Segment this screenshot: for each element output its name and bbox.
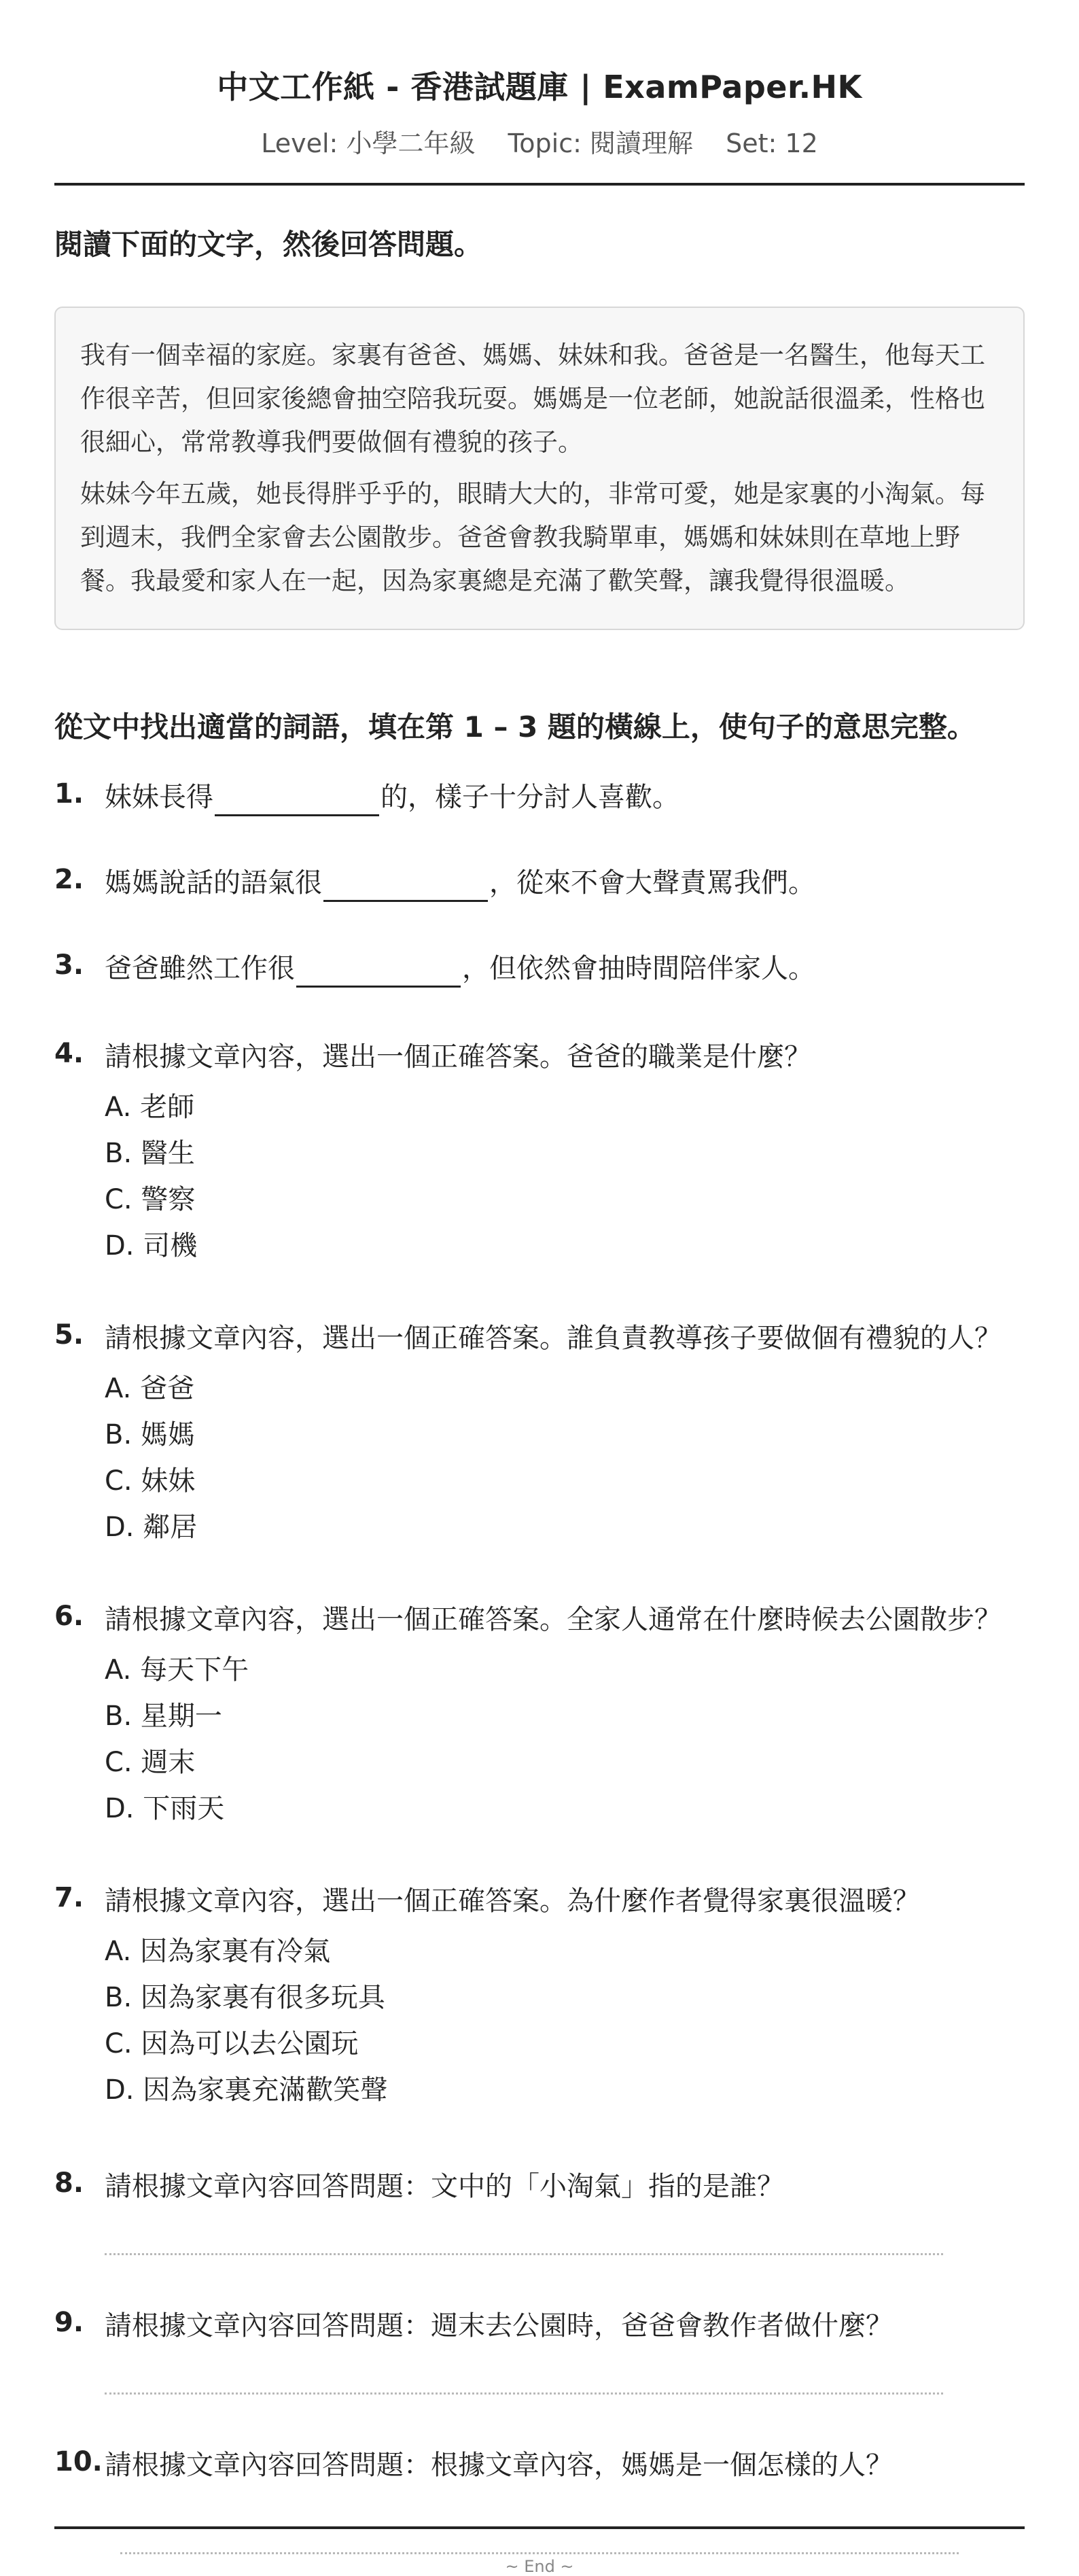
question-text-before: 妹妹長得 (105, 782, 213, 813)
option-b[interactable]: B. 媽媽 (105, 1419, 195, 1450)
answer-blank[interactable] (215, 784, 379, 816)
question-number: 8. (54, 2168, 84, 2199)
option-a[interactable]: A. 每天下午 (105, 1654, 249, 1686)
question-number: 4. (54, 1038, 84, 1069)
question-9 (54, 2307, 1025, 2395)
question-2 (54, 864, 1025, 902)
option-a[interactable]: A. 爸爸 (105, 1373, 195, 1404)
answer-line[interactable] (105, 2392, 943, 2395)
worksheet-meta (54, 122, 1025, 160)
question-text: 請根據文章內容，選出一個正確答案。為什麼作者覺得家裏很溫暖？ (105, 1885, 920, 1917)
question-8 (54, 2168, 1025, 2255)
question-text-before: 媽媽說話的語氣很 (105, 867, 322, 899)
option-a[interactable]: A. 因為家裏有冷氣 (105, 1936, 331, 1967)
option-c[interactable]: C. 週末 (105, 1747, 196, 1778)
question-number: 2. (54, 864, 84, 895)
worksheet-title: 中文工作紙 - 香港試題庫 | ExamPaper.HK (217, 69, 862, 105)
passage-paragraph-2: 妹妹今年五歲，她長得胖乎乎的，眼睛大大的，非常可愛，她是家裏的小淘氣。每到週末，我們全家會去公園散步。爸爸會教我騎單車，媽媽和妹妹則在草地上野餐。我最愛和家人在一起，因為家裏總是充滿了歡笑聲，讓我覺得很溫暖。 (80, 479, 985, 595)
option-a[interactable]: A. 老師 (105, 1092, 195, 1123)
answer-blank[interactable] (323, 870, 488, 902)
option-list (105, 1365, 1025, 1550)
question-text: 請根據文章內容，選出一個正確答案。全家人通常在什麼時候去公園散步？ (105, 1604, 1002, 1635)
option-b[interactable]: B. 星期一 (105, 1701, 222, 1732)
option-list (105, 1084, 1025, 1269)
question-text: 請根據文章內容，選出一個正確答案。誰負責教導孩子要做個有禮貌的人？ (105, 1323, 1002, 1354)
question-5 (54, 1319, 1025, 1550)
question-3 (54, 950, 1025, 988)
option-d[interactable]: D. 鄰居 (105, 1512, 198, 1543)
question-text (105, 864, 1025, 902)
question-text: 請根據文章內容，選出一個正確答案。爸爸的職業是什麼？ (105, 1041, 811, 1073)
question-7 (54, 1882, 1025, 2113)
question-text-after: ，從來不會大聲責罵我們。 (489, 867, 815, 899)
worksheet-page (54, 0, 1025, 2576)
question-text (105, 778, 1025, 816)
question-10 (54, 2446, 1025, 2484)
question-number: 1. (54, 778, 84, 810)
option-d[interactable]: D. 司機 (105, 1230, 198, 1261)
option-c[interactable]: C. 因為可以去公園玩 (105, 2028, 359, 2059)
question-1 (54, 778, 1025, 816)
topic-label: Topic: 閱讀理解 (508, 128, 694, 158)
option-d[interactable]: D. 下雨天 (105, 1793, 225, 1824)
question-number: 5. (54, 1319, 84, 1351)
section-instruction-fill-blank: 從文中找出適當的詞語，填在第 1 – 3 題的橫線上，使句子的意思完整。 (54, 710, 976, 744)
question-text-after: ，但依然會抽時間陪伴家人。 (462, 953, 815, 984)
option-c[interactable]: C. 妹妹 (105, 1465, 196, 1497)
question-6 (54, 1601, 1025, 1832)
set-label: Set: 12 (726, 128, 818, 158)
question-number: 9. (54, 2307, 84, 2338)
passage-paragraph-1: 我有一個幸福的家庭。家裏有爸爸、媽媽、妹妹和我。爸爸是一名醫生，他每天工作很辛苦，但回家後總會抽空陪我玩耍。媽媽是一位老師，她說話很溫柔，性格也很細心，常常教導我們要做個有禮貌的孩子。 (80, 341, 985, 457)
section-instruction-reading: 閱讀下面的文字，然後回答問題。 (54, 228, 483, 261)
question-text-before: 爸爸雖然工作很 (105, 953, 295, 984)
answer-line[interactable] (105, 2253, 943, 2255)
option-b[interactable]: B. 因為家裏有很多玩具 (105, 1982, 385, 2013)
option-list (105, 1928, 1025, 2113)
level-label: Level: 小學二年級 (261, 128, 476, 158)
footer-divider (54, 2526, 1025, 2529)
question-text: 請根據文章內容回答問題：文中的「小淘氣」指的是誰？ (105, 2171, 784, 2202)
question-4 (54, 1038, 1025, 1269)
question-number: 10. (54, 2446, 103, 2477)
question-number: 7. (54, 1882, 84, 1913)
question-text-after: 的，樣子十分討人喜歡。 (381, 782, 679, 813)
option-b[interactable]: B. 醫生 (105, 1138, 195, 1169)
option-list (105, 1647, 1025, 1832)
answer-line[interactable] (120, 2552, 959, 2554)
answer-blank[interactable] (296, 956, 461, 988)
question-text: 請根據文章內容回答問題：週末去公園時，爸爸會教作者做什麼？ (105, 2310, 893, 2342)
end-marker: ~ End ~ (505, 2557, 574, 2576)
header-divider (54, 183, 1025, 186)
question-number: 6. (54, 1601, 84, 1632)
question-number: 3. (54, 950, 84, 981)
option-c[interactable]: C. 警察 (105, 1184, 196, 1215)
option-d[interactable]: D. 因為家裏充滿歡笑聲 (105, 2074, 388, 2106)
reading-passage (54, 307, 1025, 630)
question-text (105, 950, 1025, 988)
worksheet-header (54, 0, 1025, 160)
question-text: 請根據文章內容回答問題：根據文章內容，媽媽是一個怎樣的人？ (105, 2450, 893, 2481)
